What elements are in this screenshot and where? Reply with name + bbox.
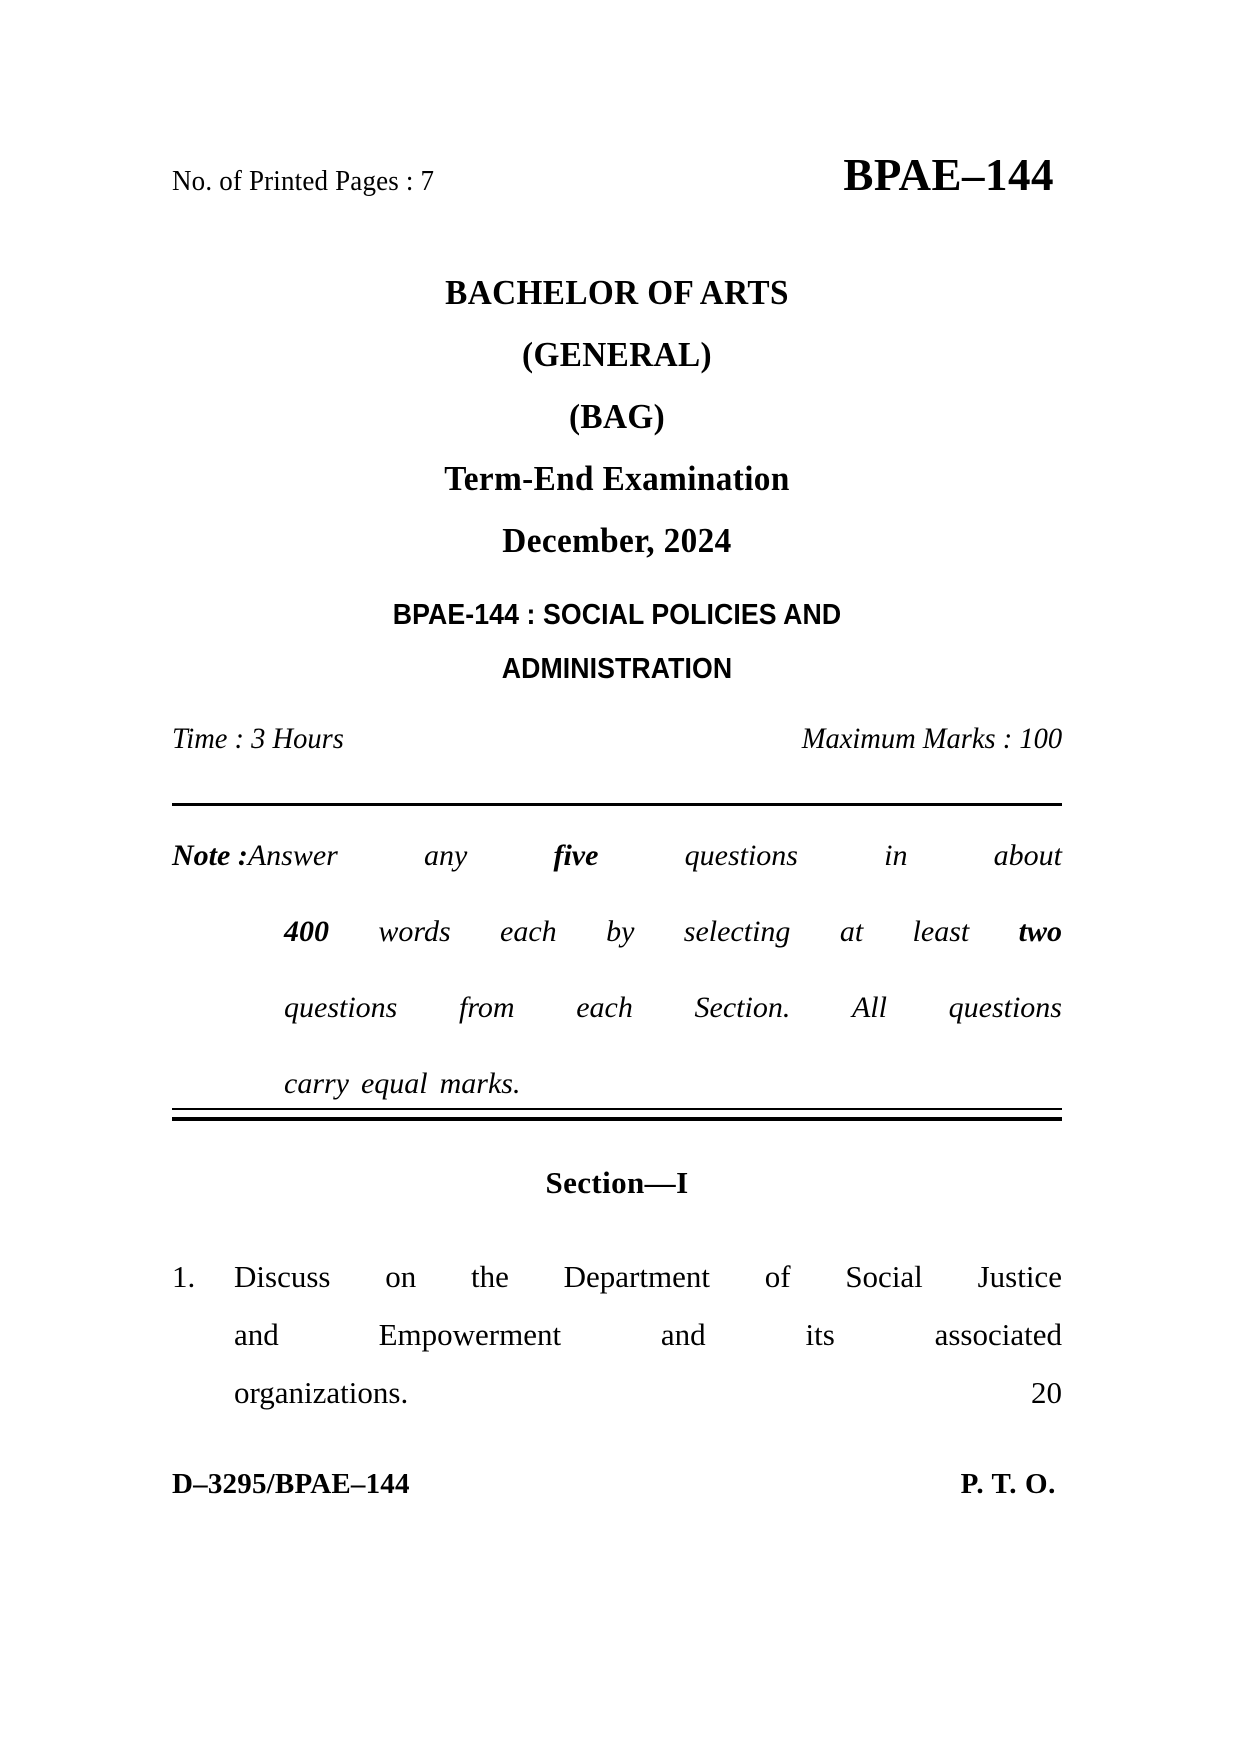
question-number: 1. [172, 1259, 196, 1294]
word: by [606, 915, 635, 948]
word: and [660, 1317, 706, 1352]
word: selecting [683, 915, 791, 948]
question-line-3-row [234, 1364, 1062, 1422]
maximum-marks: Maximum Marks : 100 [801, 722, 1062, 755]
footer-pto-label: P. T. O. [960, 1468, 1056, 1500]
word: Discuss [234, 1259, 331, 1294]
word: its [805, 1317, 835, 1352]
degree-name: BACHELOR OF ARTS [445, 273, 789, 312]
word: the [470, 1259, 509, 1294]
question-marks: 20 [1031, 1375, 1062, 1410]
question-line-2-words [234, 1306, 1062, 1364]
note-label: Note : [172, 839, 248, 872]
instructions-note [172, 818, 1062, 1122]
note-top-rule [172, 803, 1062, 806]
document-footer [172, 1468, 1062, 1501]
word: about [993, 839, 1062, 872]
word: equal [360, 1067, 428, 1100]
word: any [423, 839, 468, 872]
word: each [576, 991, 633, 1024]
word: Section. [694, 991, 791, 1024]
title-block [172, 262, 1062, 572]
subject-title [172, 588, 1062, 696]
question-line-3 [172, 1364, 1062, 1422]
word: marks. [439, 1067, 521, 1100]
note-indent [172, 894, 284, 970]
word: Empowerment [378, 1317, 562, 1352]
word: two [1018, 915, 1062, 948]
paper-code: BPAE–144 [843, 150, 1054, 200]
note-line-2 [172, 894, 1062, 970]
word: questions [948, 991, 1062, 1024]
word: five [553, 839, 599, 872]
exam-duration: Time : 3 Hours [172, 722, 344, 755]
word: questions [684, 839, 798, 872]
document-header [172, 150, 1062, 200]
word: associated [934, 1317, 1062, 1352]
note-line-3-words [284, 970, 1062, 1046]
degree-abbreviation: (BAG) [568, 397, 666, 436]
subject-title-line-1: BPAE-144 : SOCIAL POLICIES AND [392, 599, 842, 631]
question-line-2 [172, 1306, 1062, 1364]
word: carry [284, 1067, 349, 1100]
printed-pages-label: No. of Printed Pages : 7 [172, 165, 435, 197]
word: All [851, 991, 887, 1024]
word: on [385, 1259, 417, 1294]
note-line-2-words [284, 894, 1062, 970]
note-line-1-words [248, 818, 1062, 894]
word: Department [563, 1259, 710, 1294]
word: Justice [977, 1259, 1062, 1294]
word: 400 [284, 915, 329, 948]
question-item [172, 1248, 1062, 1422]
question-line-1-words [234, 1248, 1062, 1306]
note-bottom-rule [172, 1108, 1062, 1121]
question-text-tail: organizations. [234, 1375, 409, 1410]
word: Answer [247, 839, 338, 872]
word: questions [284, 991, 398, 1024]
section-heading: Section—I [545, 1165, 689, 1200]
note-line-1 [172, 818, 1062, 894]
exam-session: December, 2024 [502, 521, 732, 560]
note-line-3 [172, 970, 1062, 1046]
question-line-1 [172, 1248, 1062, 1306]
word: in [884, 839, 908, 872]
word: of [764, 1259, 791, 1294]
footer-paper-id: D–3295/BPAE–144 [172, 1468, 410, 1500]
word: words [378, 915, 451, 948]
word: at [839, 915, 864, 948]
word: each [500, 915, 557, 948]
exam-meta-row [172, 722, 1062, 756]
word: from [459, 991, 515, 1024]
word: Social [845, 1259, 923, 1294]
note-indent [172, 970, 284, 1046]
word: and [234, 1317, 279, 1352]
subject-title-line-2: ADMINISTRATION [501, 653, 733, 685]
degree-stream: (GENERAL) [522, 335, 712, 374]
exam-type: Term-End Examination [444, 459, 790, 498]
word: least [912, 915, 970, 948]
